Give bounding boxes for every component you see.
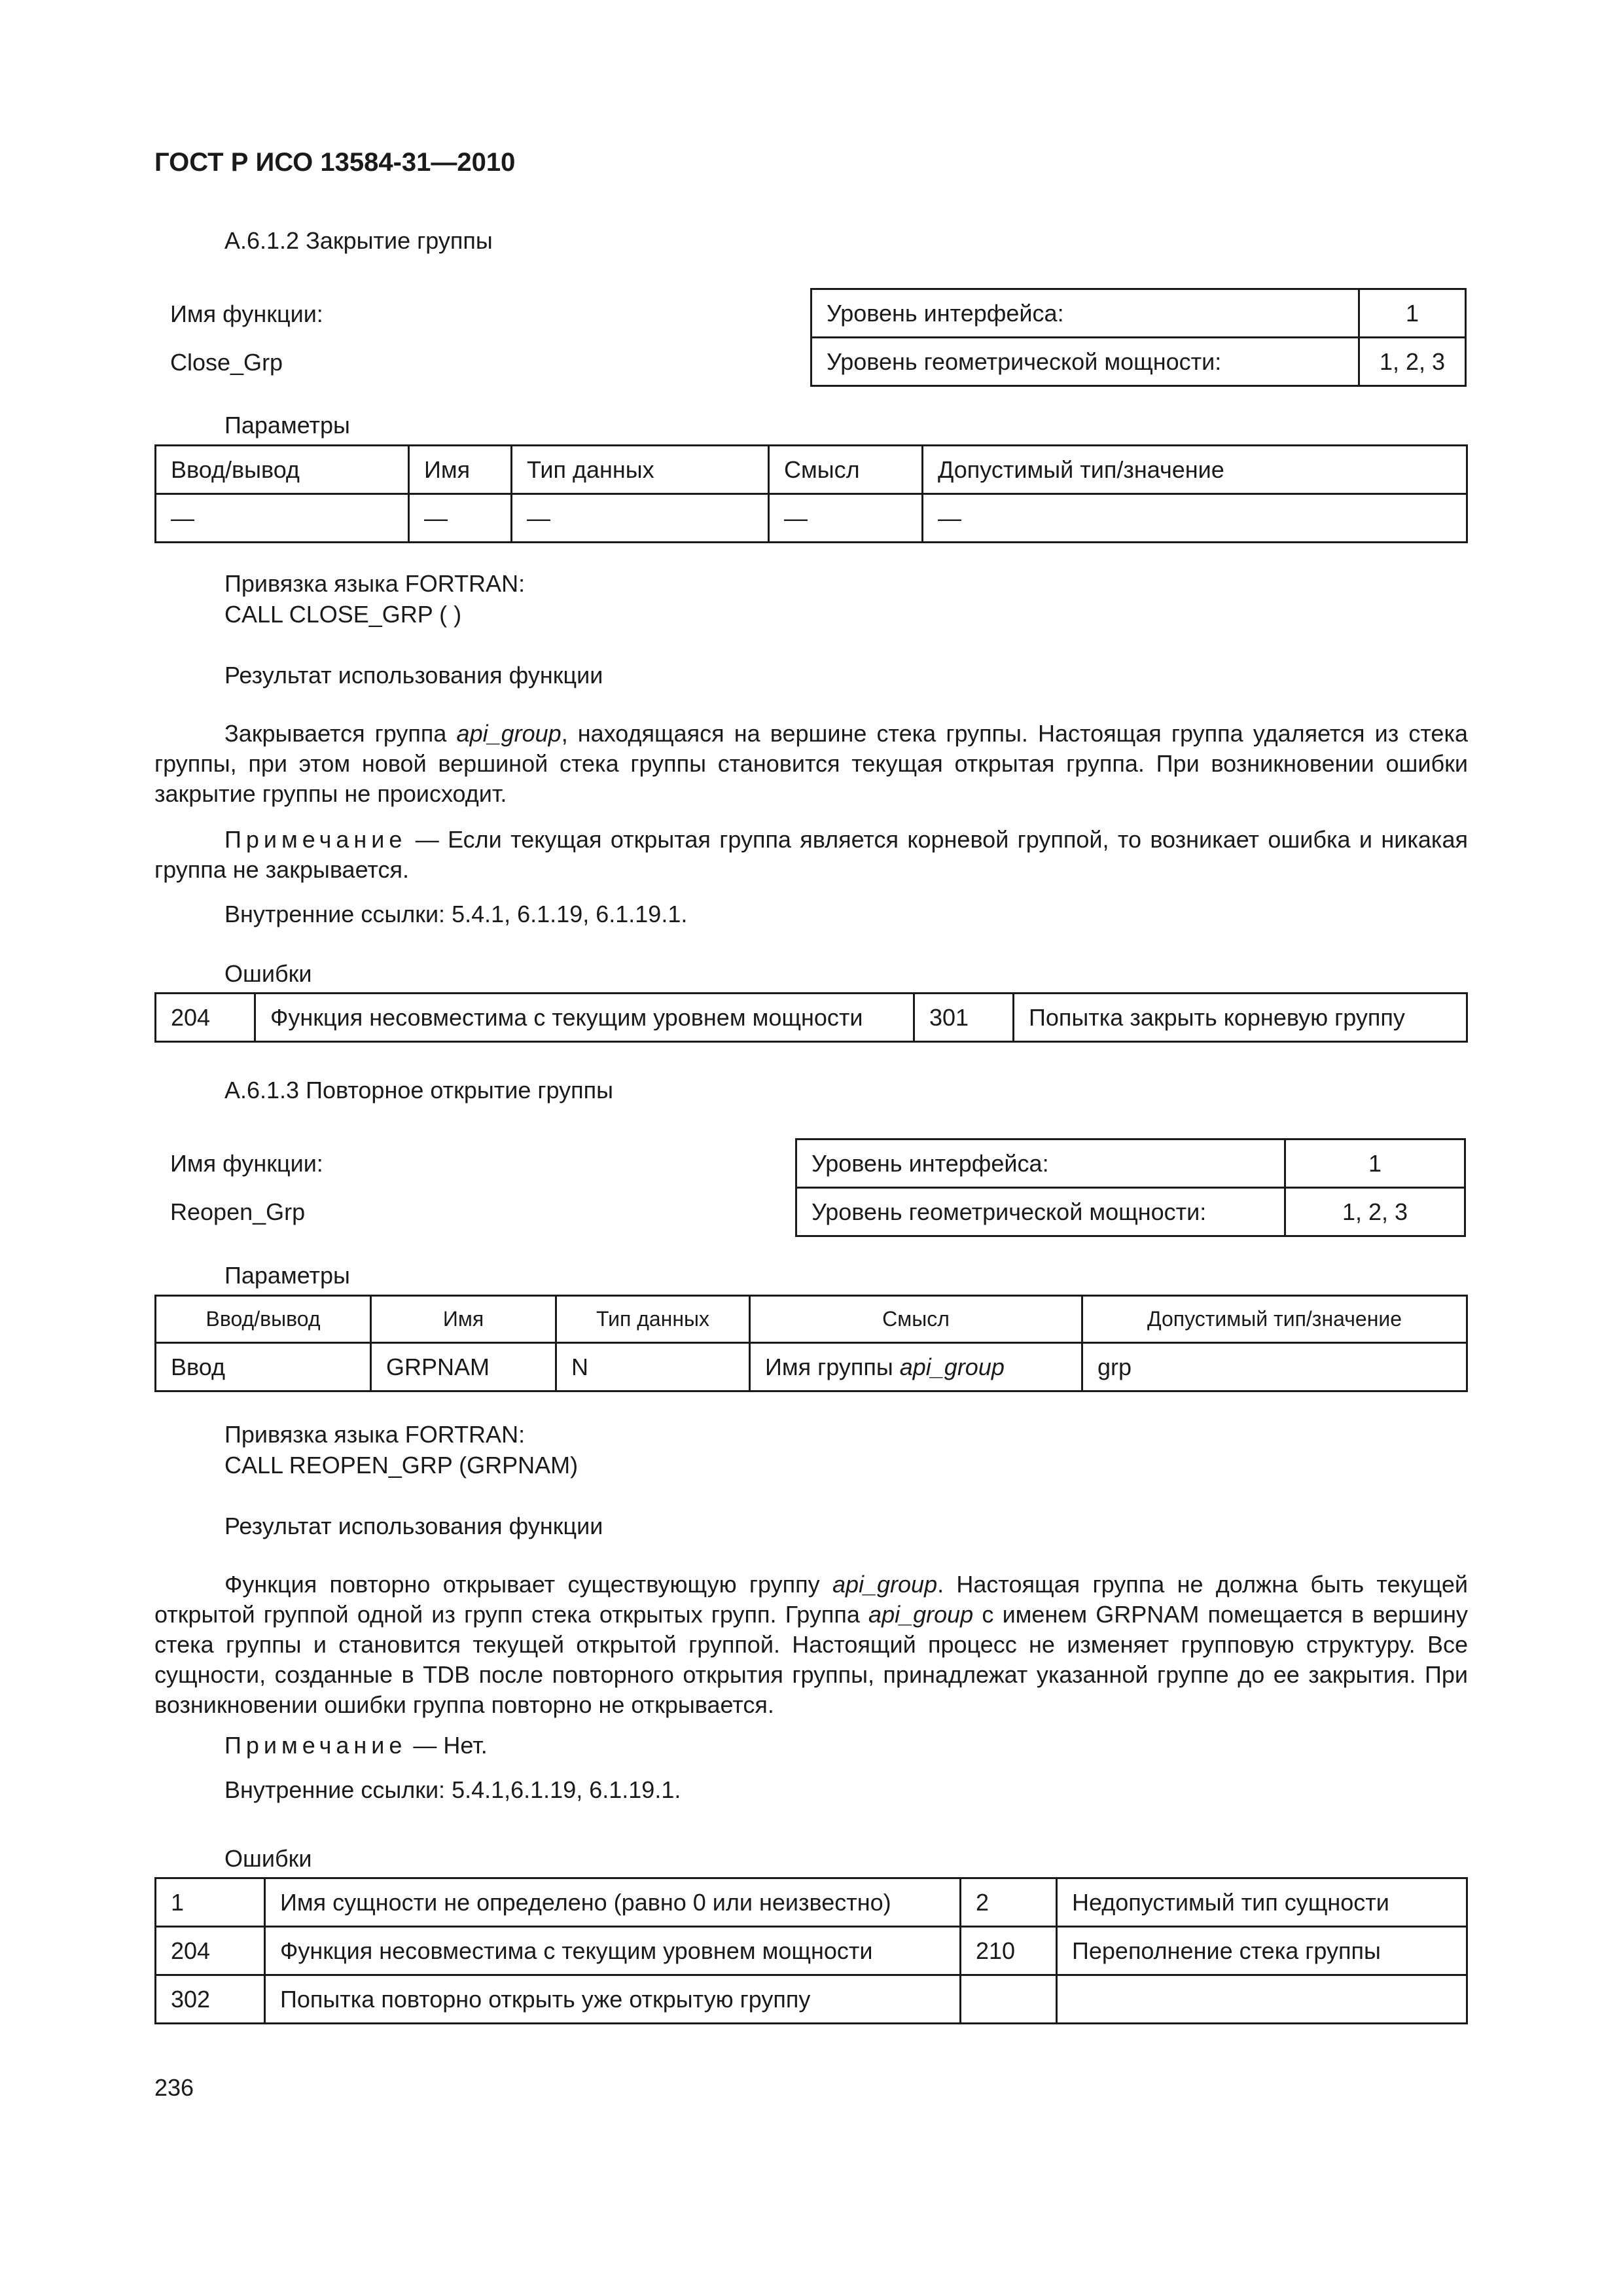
- table-cell: N: [556, 1343, 750, 1391]
- table-row: [156, 1878, 1467, 1927]
- levels-table: [810, 288, 1467, 387]
- error-code: 1: [156, 1878, 265, 1927]
- parameters-table: [154, 444, 1468, 543]
- column-header: Тип данных: [556, 1296, 750, 1343]
- error-code: 204: [156, 1927, 265, 1975]
- column-header: Смысл: [769, 446, 923, 494]
- table-header-row: [156, 1296, 1467, 1343]
- error-description: Функция несовместима с текущим уровнем мощности: [255, 994, 914, 1042]
- table-cell: —: [409, 494, 512, 543]
- table-cell: —: [156, 494, 409, 543]
- error-code: 301: [914, 994, 1014, 1042]
- interface-level-value: 1: [1359, 289, 1466, 338]
- internal-references: Внутренние ссылки: 5.4.1,6.1.19, 6.1.19.1.: [224, 1776, 681, 1803]
- fortran-binding-label: Привязка языка FORTRAN:: [224, 570, 526, 597]
- parameters-label: Параметры: [224, 412, 350, 439]
- error-description: Имя сущности не определено (равно 0 или неизвестно): [265, 1878, 961, 1927]
- column-header: Тип данных: [512, 446, 769, 494]
- geometric-level-row: [796, 1188, 1465, 1236]
- interface-level-value: 1: [1285, 1139, 1465, 1188]
- function-name: Close_Grp: [170, 349, 283, 376]
- result-label: Результат использования функции: [224, 662, 603, 689]
- errors-label: Ошибки: [224, 1845, 312, 1872]
- table-row: [156, 994, 1467, 1042]
- error-code: 210: [961, 1927, 1057, 1975]
- section-heading: A.6.1.3 Повторное открытие группы: [224, 1077, 613, 1103]
- result-label: Результат использования функции: [224, 1513, 603, 1539]
- column-header: Имя: [409, 446, 512, 494]
- table-cell: GRPNAM: [371, 1343, 556, 1391]
- errors-table: [154, 992, 1468, 1043]
- fortran-call: CALL CLOSE_GRP ( ): [224, 601, 462, 628]
- parameters-table: [154, 1295, 1468, 1344]
- error-description: [1057, 1975, 1467, 2024]
- error-code: [961, 1975, 1057, 2024]
- levels-table: [795, 1138, 1466, 1237]
- table-row: [156, 494, 1467, 543]
- error-code: 2: [961, 1878, 1057, 1927]
- error-description: Функция несовместима с текущим уровнем мощности: [265, 1927, 961, 1975]
- table-cell: grp: [1082, 1343, 1467, 1391]
- function-name: Reopen_Grp: [170, 1198, 306, 1225]
- table-header-row: [156, 446, 1467, 494]
- interface-level-row: [796, 1139, 1465, 1188]
- geometric-level-label: Уровень геометрической мощности:: [796, 1188, 1285, 1236]
- error-description: Недопустимый тип сущности: [1057, 1878, 1467, 1927]
- table-row: [156, 1343, 1467, 1391]
- interface-level-label: Уровень интерфейса:: [812, 289, 1359, 338]
- geometric-level-label: Уровень геометрической мощности:: [812, 338, 1359, 386]
- geometric-level-value: 1, 2, 3: [1359, 338, 1466, 386]
- table-cell: —: [923, 494, 1467, 543]
- table-cell: Ввод: [156, 1343, 371, 1391]
- note-paragraph: Примечание — Если текущая открытая группа является корневой группой, то возникает ошибка и никакая группа не закрывается.: [154, 826, 1468, 883]
- errors-label: Ошибки: [224, 960, 312, 987]
- parameters-table-body: [154, 1342, 1468, 1392]
- page-number: 236: [154, 2074, 194, 2101]
- column-header: Допустимый тип/значение: [923, 446, 1467, 494]
- note-label: Примечание: [224, 826, 407, 853]
- geometric-level-value: 1, 2, 3: [1285, 1188, 1465, 1236]
- internal-references: Внутренние ссылки: 5.4.1, 6.1.19, 6.1.19.1.: [224, 901, 688, 927]
- description-paragraph: Закрывается группа api_group, находящаяся на вершине стека группы. Настоящая группа удаляется из стека группы, при этом новой вершиной стека группы становится текущая открытая группа. При возникновении ошибки закрытие группы не происходит.: [154, 720, 1469, 807]
- table-row: [156, 1975, 1467, 2024]
- column-header: Ввод/вывод: [156, 446, 409, 494]
- fortran-call: CALL REOPEN_GRP (GRPNAM): [224, 1452, 579, 1479]
- column-header: Допустимый тип/значение: [1082, 1296, 1467, 1343]
- column-header: Имя: [371, 1296, 556, 1343]
- function-name-label: Имя функции:: [170, 1150, 323, 1177]
- identifier-api-group: api_group: [899, 1353, 1005, 1380]
- interface-level-row: [812, 289, 1466, 338]
- table-cell: —: [512, 494, 769, 543]
- table-cell: —: [769, 494, 923, 543]
- description-paragraph: Функция повторно открывает существующую группу api_group. Настоящая группа не должна быть текущей открытой группой одной из групп стека открытых групп. Группа api_group с именем GRPNAM помещается в вершину стека группы и становится текущей открытой группой. Настоящий процесс не изменяет групповую структуру. Все сущности, созданные в TDB после повторного открытия группы, принадлежат указанной группе до ее закрытия. При возникновении ошибки группа повторно не открывается.: [154, 1571, 1469, 1718]
- note-label: Примечание: [224, 1732, 407, 1759]
- identifier-api-group: api_group: [832, 1571, 938, 1598]
- error-description: Попытка закрыть корневую группу: [1014, 994, 1467, 1042]
- column-header: Смысл: [750, 1296, 1082, 1343]
- error-description: Попытка повторно открыть уже открытую группу: [265, 1975, 961, 2024]
- errors-table: [154, 1877, 1468, 2024]
- error-code: 204: [156, 994, 255, 1042]
- interface-level-label: Уровень интерфейса:: [796, 1139, 1285, 1188]
- document-title: ГОСТ Р ИСО 13584-31—2010: [154, 148, 516, 177]
- identifier-api-group: api_group: [456, 720, 562, 747]
- geometric-level-row: [812, 338, 1466, 386]
- note-paragraph: Примечание — Нет.: [224, 1732, 488, 1759]
- parameters-label: Параметры: [224, 1262, 350, 1289]
- table-cell: Имя группы api_group: [750, 1343, 1082, 1391]
- table-row: [156, 1927, 1467, 1975]
- identifier-api-group: api_group: [868, 1601, 974, 1628]
- function-name-label: Имя функции:: [170, 300, 323, 327]
- error-code: 302: [156, 1975, 265, 2024]
- column-header: Ввод/вывод: [156, 1296, 371, 1343]
- error-description: Переполнение стека группы: [1057, 1927, 1467, 1975]
- section-heading: A.6.1.2 Закрытие группы: [224, 227, 493, 254]
- fortran-binding-label: Привязка языка FORTRAN:: [224, 1421, 526, 1448]
